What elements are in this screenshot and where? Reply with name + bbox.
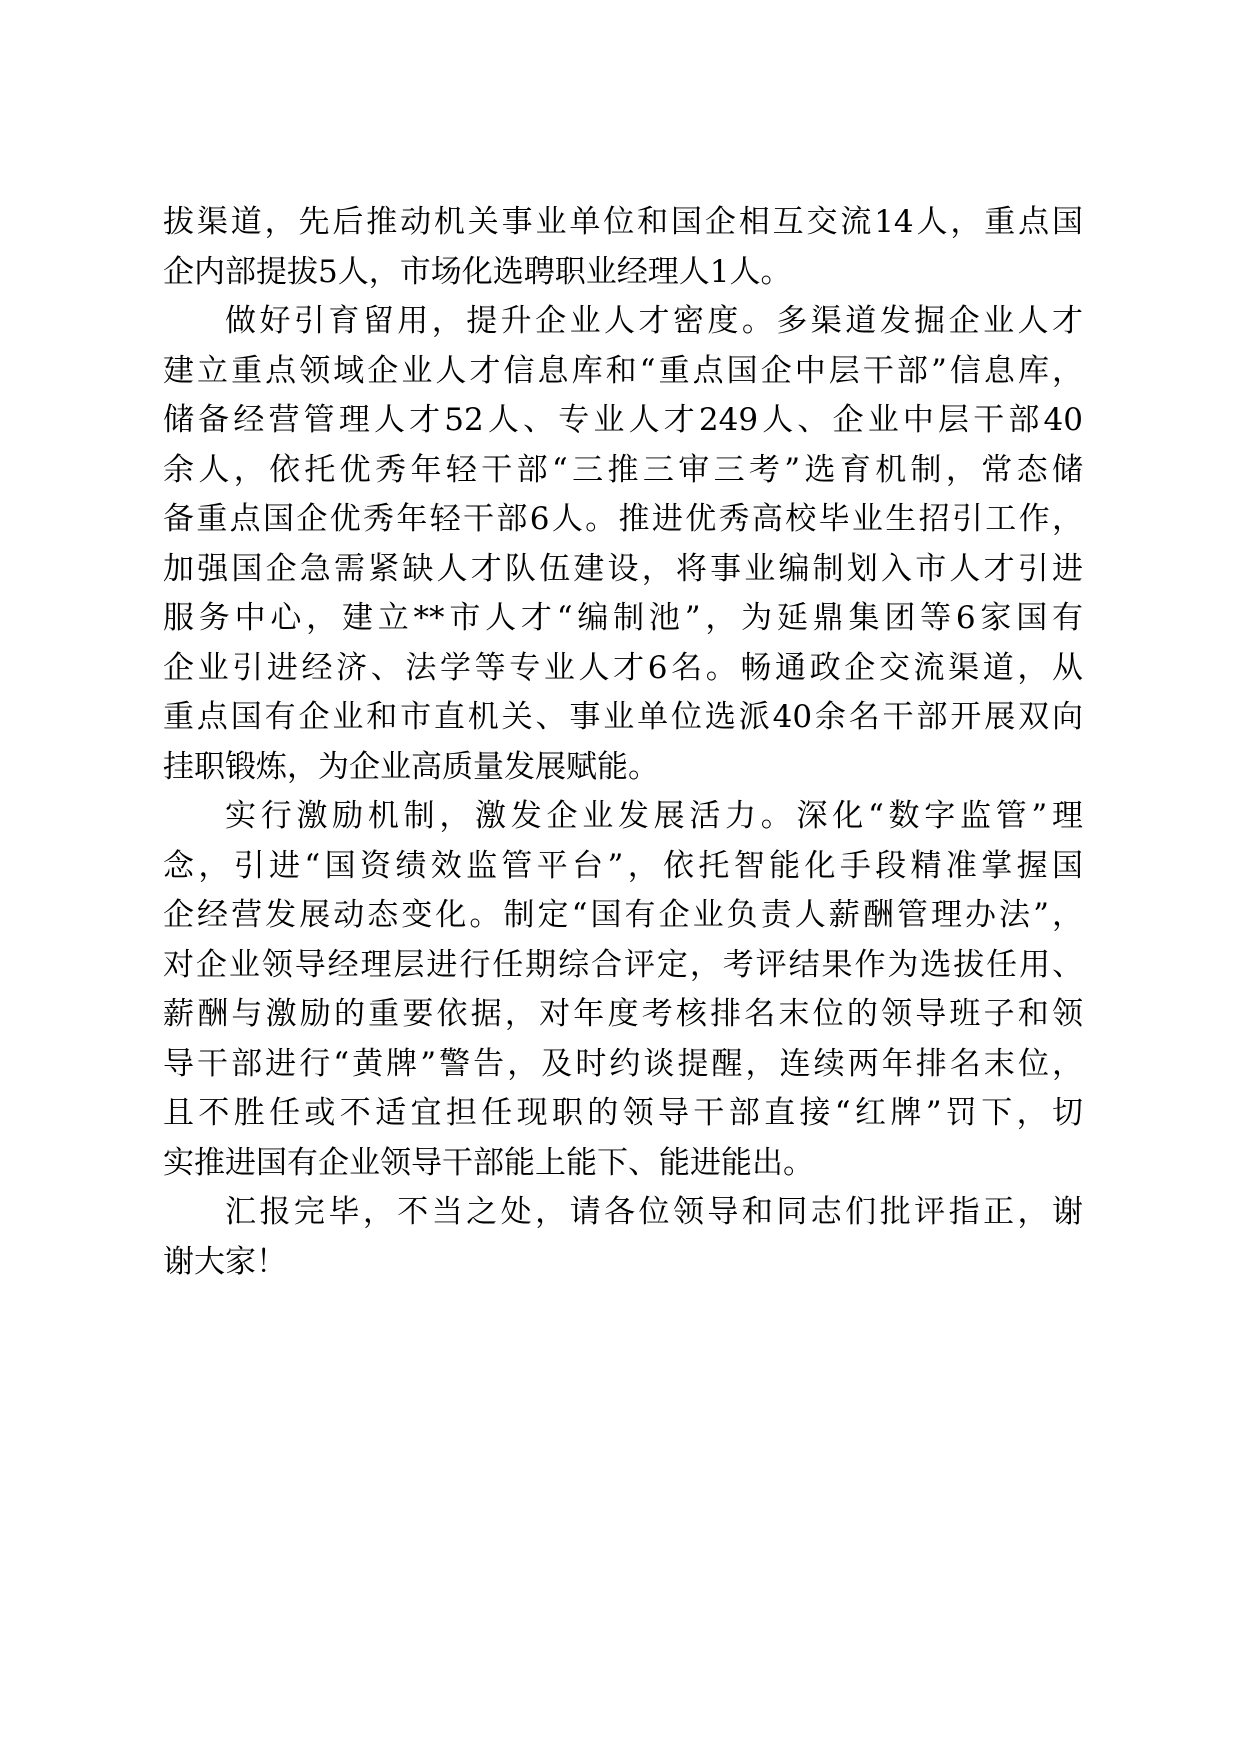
- text-line: 服务中心，建立**市人才“编制池”，为延鼎集团等6家国有: [163, 600, 1083, 636]
- text-line: 薪酬与激励的重要依据，对年度考核排名末位的领导班子和领: [163, 996, 1083, 1032]
- text-line: 企内部提拔5人，市场化选聘职业经理人1人。: [163, 253, 792, 290]
- text-line: 建立重点领域企业人才信息库和“重点国企中层干部”信息库，: [163, 352, 1083, 389]
- text-line: 实行激励机制，激发企业发展活力。深化“数字监管”理: [225, 798, 1083, 834]
- text-line: 重点国有企业和市直机关、事业单位选派40余名干部开展双向: [163, 699, 1083, 735]
- paragraph-talent-exchange: [163, 198, 1083, 297]
- text-line: 拔渠道，先后推动机关事业单位和国企相互交流14人，重点国: [163, 204, 1083, 240]
- text-line: 储备经营管理人才52人、专业人才249人、企业中层干部40: [163, 402, 1083, 438]
- text-line: 汇报完毕，不当之处，请各位领导和同志们批评指正，谢: [225, 1194, 1083, 1230]
- text-line: 企业引进经济、法学等专业人才6名。畅通政企交流渠道，从: [163, 649, 1083, 686]
- text-line: 且不胜任或不适宜担任现职的领导干部直接“红牌”罚下，切: [163, 1095, 1083, 1131]
- text-line: 挂职锻炼，为企业高质量发展赋能。: [163, 748, 659, 785]
- paragraph-talent-cultivation: [163, 297, 1083, 792]
- text-line: 实推进国有企业领导干部能上能下、能进能出。: [163, 1144, 814, 1181]
- text-line: 念，引进“国资绩效监管平台”，依托智能化手段精准掌握国: [163, 847, 1083, 884]
- text-line: 备重点国企优秀年轻干部6人。推进优秀高校毕业生招引工作，: [163, 501, 1083, 537]
- text-line: 做好引育留用，提升企业人才密度。多渠道发掘企业人才: [225, 303, 1083, 339]
- text-line: 余人，依托优秀年轻干部“三推三审三考”选育机制，常态储: [163, 451, 1083, 488]
- text-line: 企经营发展动态变化。制定“国有企业负责人薪酬管理办法”，: [163, 897, 1083, 933]
- text-line: 谢大家！: [163, 1243, 287, 1280]
- text-line: 对企业领导经理层进行任期综合评定，考评结果作为选拔任用、: [163, 946, 1083, 983]
- paragraph-closing: [163, 1188, 1083, 1287]
- text-line: 加强国企急需紧缺人才队伍建设，将事业编制划入市人才引进: [163, 550, 1083, 587]
- body-text: [163, 198, 1083, 1287]
- paragraph-incentive-mechanism: [163, 792, 1083, 1188]
- text-line: 导干部进行“黄牌”警告，及时约谈提醒，连续两年排名末位，: [163, 1045, 1083, 1082]
